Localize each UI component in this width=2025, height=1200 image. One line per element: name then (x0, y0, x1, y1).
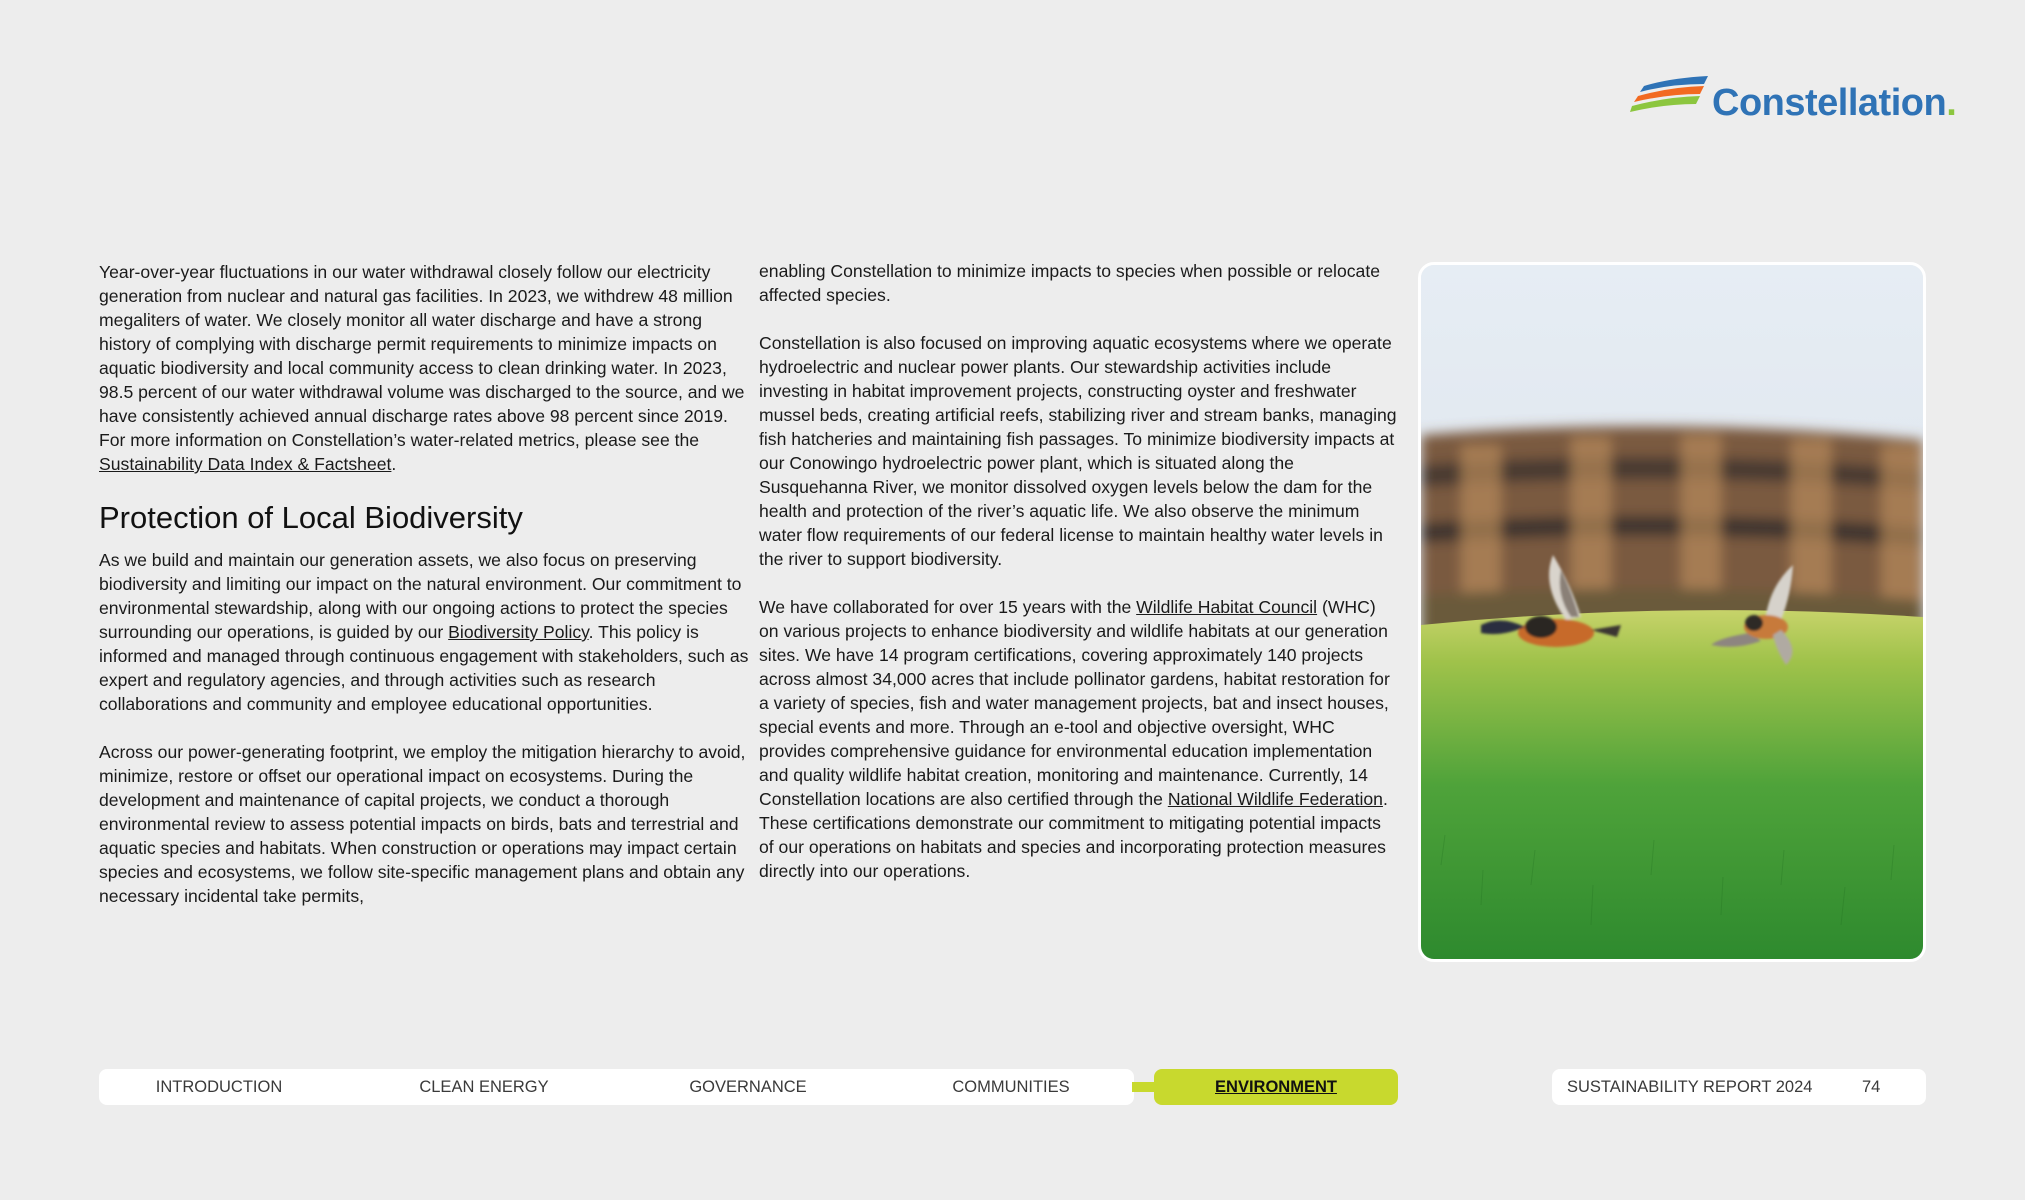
constellation-logo (1630, 68, 1957, 128)
nav-environment[interactable]: ENVIRONMENT (1154, 1069, 1398, 1105)
report-info (1552, 1069, 1926, 1105)
sustainability-data-index-link[interactable]: Sustainability Data Index & Factsheet (99, 454, 392, 474)
mitigation-paragraph: Across our power-generating footprint, we employ the mitigation hierarchy to avoid, minimize, restore or offset our operational impact on ecosystems. During the development and maintenance of capital projects, we conduct a thorough environmental review to assess potential impacts on birds, bats and terrestrial and aquatic species and habitats. When construction or operations may impact certain species and ecosystems, we follow site-specific management plans and obtain any necessary incidental take permits, (99, 742, 746, 906)
aquatic-ecosystems-paragraph: Constellation is also focused on improving aquatic ecosystems where we operate hydroelectric and nuclear power plants. Our stewardship activities include investing in habitat improvement projects, constructing oyster and freshwater mussel beds, creating artificial reefs, stabilizing river and stream banks, managing fish hatcheries and maintaining fish passages. To minimize biodiversity impacts at our Conowingo hydroelectric power plant, which is situated along the Susquehanna River, we monitor dissolved oxygen levels below the dam for the health and protection of the river’s aquatic life. We also observe the minimum water flow requirements of our federal license to maintain healthy water levels in the river to support biodiversity. (759, 333, 1397, 569)
relocate-paragraph: enabling Constellation to minimize impacts to species when possible or relocate affected species. (759, 261, 1380, 305)
water-paragraph: Year-over-year fluctuations in our water withdrawal closely follow our electricity generation from nuclear and natural gas facilities. In 2023, we withdrew 48 million megaliters of water. We closely monitor all water discharge and have a strong history of complying with discharge permit requirements to minimize impacts on aquatic biodiversity and local community access to clean drinking water. In 2023, 98.5 percent of our water withdrawal volume was discharged to the source, and we have consistently achieved annual discharge rates above 98 percent since 2019. For more information on Constellation’s water-related metrics, please see the Sustainability Data Index & Factsheet. (99, 262, 745, 474)
wildlife-habitat-council-link[interactable]: Wildlife Habitat Council (1136, 597, 1318, 617)
biodiversity-paragraph: As we build and maintain our generation assets, we also focus on preserving biodiversity and limiting our impact on the natural environment. Our commitment to environmental stewardship, along with our ongoing actions to protect the species surrounding our operations, is guided by our Biodiversity Policy. This policy is informed and managed through continuous engagement with stakeholders, such as expert and regulatory agencies, and through activities such as research collaborations and community and employee educational opportunities. (99, 550, 749, 714)
national-wildlife-federation-link[interactable]: National Wildlife Federation (1167, 789, 1383, 809)
nav-introduction[interactable]: INTRODUCTION (155, 1078, 283, 1096)
nav-clean-energy[interactable]: CLEAN ENERGY (419, 1078, 549, 1096)
logo-wordmark: Constellation. (1712, 82, 1957, 124)
birds-photo (1418, 262, 1926, 962)
left-column (99, 260, 749, 932)
nav-communities[interactable]: COMMUNITIES (952, 1078, 1070, 1096)
nav-connector (1132, 1082, 1156, 1092)
section-heading: Protection of Local Biodiversity (99, 500, 523, 535)
biodiversity-policy-link[interactable]: Biodiversity Policy (448, 622, 589, 642)
report-title: SUSTAINABILITY REPORT 2024 (1567, 1078, 1813, 1096)
section-nav (99, 1069, 1134, 1105)
nav-governance[interactable]: GOVERNANCE (689, 1078, 807, 1096)
whc-paragraph: We have collaborated for over 15 years with the Wildlife Habitat Council (WHC) on various projects to enhance biodiversity and wildlife habitats at our generation sites. We have 14 program certifications, covering approximately 140 projects across almost 34,000 acres that include pollinator gardens, habitat restoration for a variety of species, fish and water management projects, bat and insect houses, special events and more. Through an e-tool and objective oversight, WHC provides comprehensive guidance for environmental education implementation and quality wildlife habitat creation, monitoring and maintenance. Currently, 14 Constellation locations are also certified through the National Wildlife Federation. These certifications demonstrate our commitment to mitigating potential impacts of our operations on habitats and species and incorporating protection measures directly into our operations. (759, 597, 1390, 881)
logo-swoosh-icon (1630, 72, 1710, 116)
right-column (759, 259, 1399, 907)
page-number: 74 (1862, 1078, 1881, 1096)
